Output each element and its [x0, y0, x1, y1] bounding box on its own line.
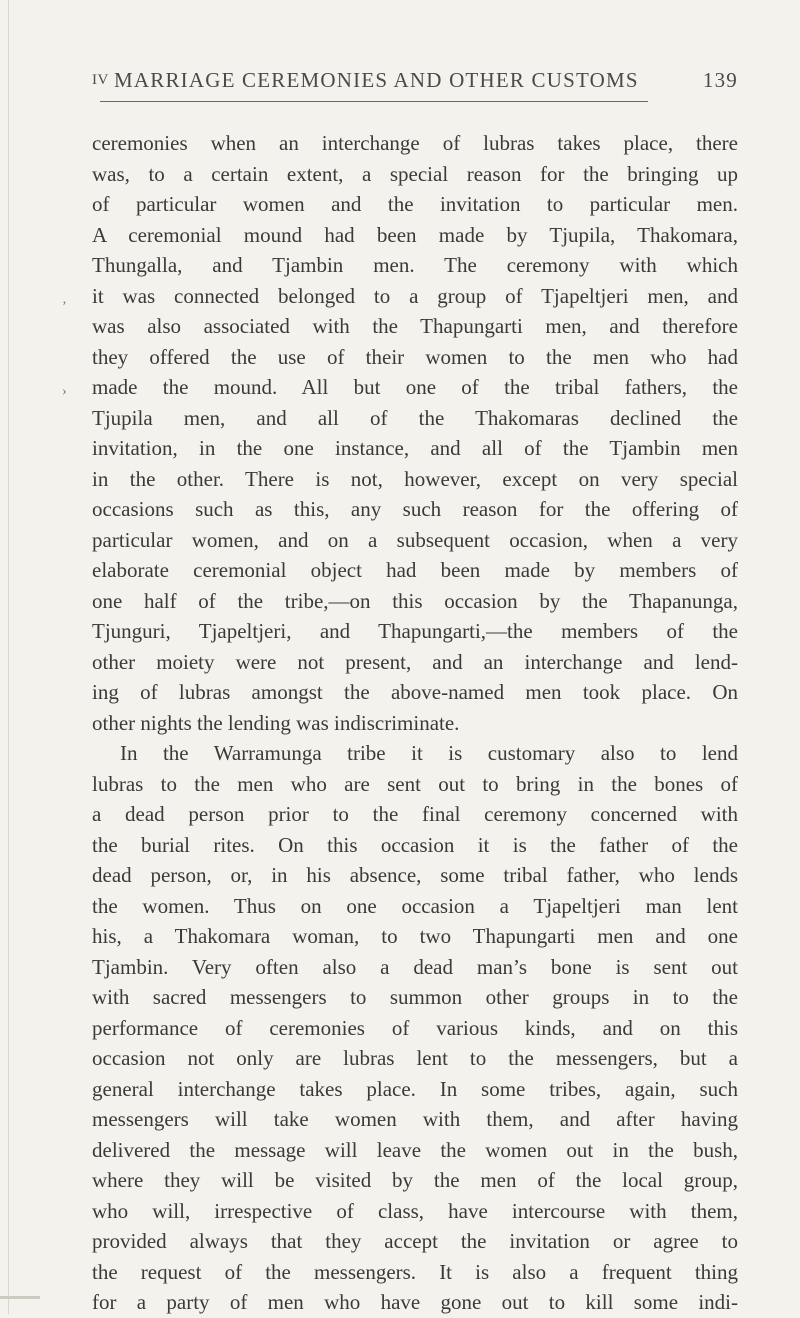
text-line: the burial rites. On this occasion it is the father of the — [92, 832, 738, 857]
text-line: general interchange takes place. In some tribes, again, such — [92, 1076, 738, 1101]
text-line: Tjupila men, and all of the Thakomaras declined the — [92, 405, 738, 430]
text-line: for a party of men who have gone out to kill some indi- — [92, 1290, 738, 1314]
text-line: elaborate ceremonial object had been made by members of — [92, 558, 738, 582]
text-line: was, to a certain extent, a special reason for the bringing up — [92, 161, 738, 186]
text-line: who will, irrespective of class, have intercourse with them, — [92, 1198, 738, 1223]
text-line: ing of lubras amongst the above-named men took place. On — [92, 680, 738, 704]
text-line: one half of the tribe,—on this occasion by the Thapanunga, — [92, 588, 738, 613]
running-head — [92, 68, 738, 98]
header-rule — [100, 101, 648, 102]
text-line: occasions such as this, any such reason for the offering of — [92, 497, 738, 521]
text-line: his, a Thakomara woman, to two Thapungarti men and one — [92, 924, 738, 948]
text-line: made the mound. All but one of the tribal fathers, the — [92, 375, 738, 399]
paragraph-2 — [92, 738, 738, 1318]
text-line: it was connected belonged to a group of Tjapeltjeri men, and — [92, 283, 738, 308]
text-line: ceremonies when an interchange of lubras takes place, there — [92, 131, 738, 155]
paragraph-1 — [92, 128, 738, 738]
running-head-title: MARRIAGE CEREMONIES AND OTHER CUSTOMS — [114, 68, 639, 92]
margin-mark: › — [62, 384, 67, 399]
text-line: invitation, in the one instance, and all of the Tjambin men — [92, 436, 738, 460]
text-line: other moiety were not present, and an interchange and lend- — [92, 649, 738, 674]
chapter-number: IV — [92, 72, 109, 88]
text-line: messengers will take women with them, and after having — [92, 1107, 738, 1131]
text-line: the request of the messengers. It is also a frequent thing — [92, 1259, 738, 1284]
text-line: where they will be visited by the men of the local group, — [92, 1168, 738, 1192]
text-line: dead person, or, in his absence, some tribal father, who lends — [92, 863, 738, 887]
text-line: lubras to the men who are sent out to bring in the bones of — [92, 771, 738, 796]
text-line: was also associated with the Thapungarti men, and therefore — [92, 314, 738, 338]
page-edge — [8, 0, 9, 1314]
text-line: performance of ceremonies of various kinds, and on this — [92, 1015, 738, 1040]
page-corner-mark — [0, 1296, 40, 1299]
text-line: delivered the message will leave the women out in the bush, — [92, 1137, 738, 1162]
text-line: other nights the lending was indiscriminate. — [92, 710, 460, 735]
text-line: A ceremonial mound had been made by Tjupila, Thakomara, — [92, 222, 738, 247]
text-line: Tjambin. Very often also a dead man’s bone is sent out — [92, 954, 738, 979]
text-line: in the other. There is not, however, except on very special — [92, 466, 738, 491]
text-line: a dead person prior to the final ceremony concerned with — [92, 802, 738, 826]
text-line: the women. Thus on one occasion a Tjapeltjeri man lent — [92, 893, 738, 918]
text-line: Tjunguri, Tjapeltjeri, and Thapungarti,—the members of the — [92, 619, 738, 643]
page-number: 139 — [702, 68, 738, 92]
body-text — [92, 128, 738, 1318]
text-line: particular women, and on a subsequent occasion, when a very — [92, 527, 738, 552]
text-line: In the Warramunga tribe it is customary also to lend — [120, 741, 738, 765]
text-line: of particular women and the invitation to particular men. — [92, 192, 738, 216]
text-line: with sacred messengers to summon other groups in to the — [92, 985, 738, 1009]
text-line: occasion not only are lubras lent to the messengers, but a — [92, 1046, 738, 1070]
text-line: provided always that they accept the invitation or agree to — [92, 1229, 738, 1253]
margin-mark: ‚ — [62, 292, 67, 307]
text-line: Thungalla, and Tjambin men. The ceremony with which — [92, 253, 738, 277]
text-line: they offered the use of their women to the men who had — [92, 344, 738, 369]
